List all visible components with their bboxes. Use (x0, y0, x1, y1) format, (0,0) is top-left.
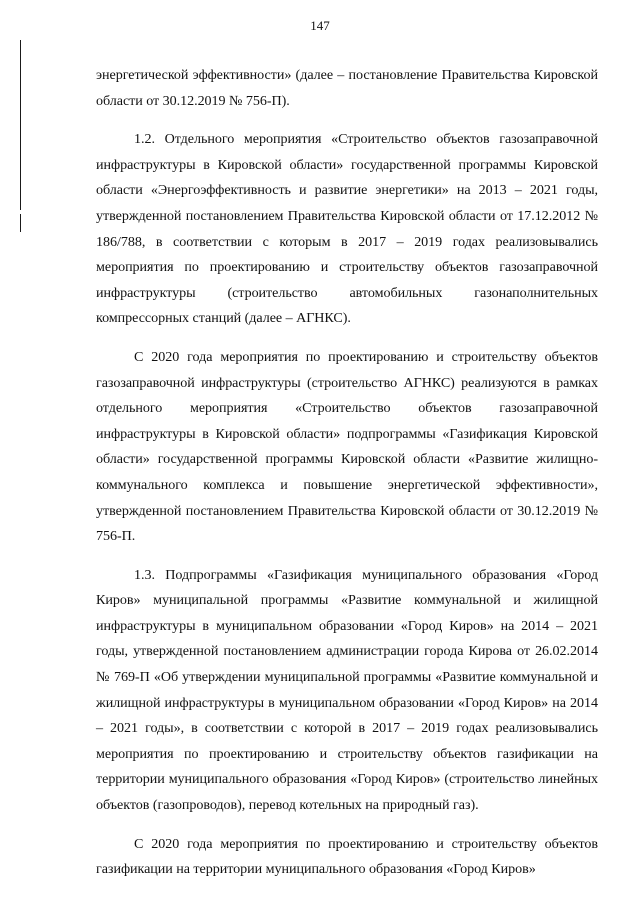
paragraph: С 2020 года мероприятия по проектированию и строительству объектов газозаправочной инфраструктуры (строительство АГНКС) реализуются в рамках отдельного мероприятия «Строительство объектов газозаправочной инфраструктуры в Кировской области» подпрограммы «Газификация Кировской области» государственной программы Кировской области «Развитие жилищно-коммунального комплекса и повышение энергетической эффективности», утвержденной постановлением Правительства Кировской области от 30.12.2019 № 756-П. (96, 348, 598, 545)
paragraph: С 2020 года мероприятия по проектированию и строительству объектов газификации на территории муниципального образования «Город Киров» (96, 835, 598, 878)
paragraph: 1.3. Подпрограммы «Газификация муниципального образования «Город Киров» муниципальной программы «Развитие коммунальной и жилищной инфраструктуры в муниципальном образовании «Город Киров» на 2014 – 2021 годы, утвержденной постановлением администрации города Кирова от 26.02.2014 № 769-П «Об утверждении муниципальной программы «Развитие коммунальной и жилищной инфраструктуры в муниципальном образовании «Город Киров» на 2014 – 2021 годы», в соответствии с которой в 2017 – 2019 годах реализовывались мероприятия по проектированию и строительству объектов газификации на территории муниципального образования «Город Киров» (строительство линейных объектов (газопроводов), перевод котельных на природный газ). (96, 566, 598, 814)
paragraph: 1.2. Отдельного мероприятия «Строительство объектов газозаправочной инфраструктуры в Кировской области» государственной программы Кировской области «Энергоэффективность и развитие энергетики» на 2013 – 2021 годы, утвержденной постановлением Правительства Кировской области от 17.12.2012 № 186/788, в соответствии с которым в 2017 – 2019 годах реализовывались мероприятия по проектированию и строительству объектов газозаправочной инфраструктуры (строительство автомобильных газонаполнительных компрессорных станций (далее – АГНКС). (96, 131, 598, 327)
paragraph: энергетической эффективности» (далее – постановление Правительства Кировской области от 30.12.2019 № 756-П). (96, 67, 598, 109)
document-body (96, 63, 598, 896)
scan-margin-line (20, 214, 21, 232)
page-number: 147 (310, 18, 330, 33)
scan-margin-line (20, 40, 21, 210)
